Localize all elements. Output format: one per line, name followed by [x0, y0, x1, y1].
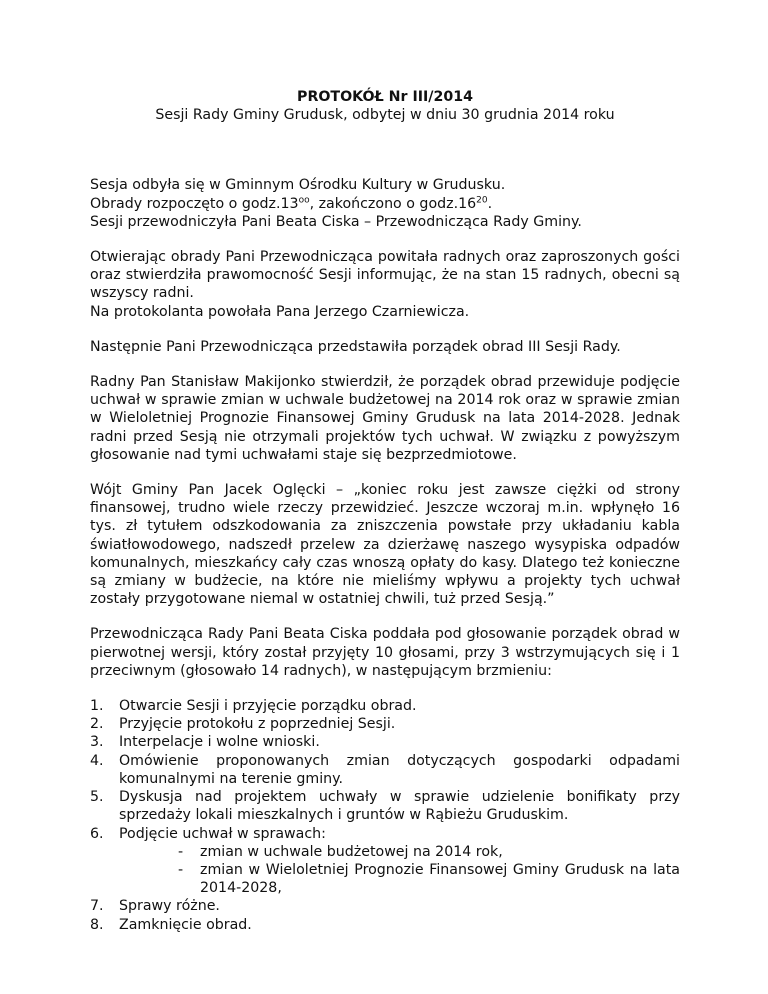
agenda-intro-paragraph: Następnie Pani Przewodnicząca przedstawiła porządek obrad III Sesji Rady.	[90, 338, 621, 355]
end-time-minutes: 20	[476, 194, 488, 205]
councillor-paragraph: Radny Pan Stanisław Makijonko stwierdził, że porządek obrad przewiduje podjęcie uchwał w sprawie zmian w uchwale budżetowej na 2014 rok oraz w sprawie zmian w Wieloletniej Prognozie Finansowej Gminy Grudusk na lata 2014-2028. Jednak radni przed Sesją nie otrzymali projektów tych uchwał. W związku z powyższym głosowanie nad tymi uchwałami staje się bezprzedmiotowe.	[90, 374, 680, 463]
times-period: .	[487, 195, 493, 212]
list-item-text: Dyskusja nad projektem uchwały w sprawie udzielenie bonifikaty przy sprzedaży lokali mieszkalnych i gruntów w Rąbieżu Gruduskim.	[119, 789, 680, 824]
list-item-number: 6.	[90, 825, 104, 842]
intro-line-times	[90, 195, 680, 213]
sub-list-item-text: zmian w Wieloletniej Prognozie Finansowej Gminy Grudusk na lata 2014-2028,	[200, 861, 680, 897]
document-title: PROTOKÓŁ Nr III/2014	[297, 89, 473, 105]
list-item-number: 7.	[90, 898, 104, 915]
list-item-number: 5.	[90, 789, 104, 806]
sub-list-item	[178, 843, 680, 861]
document-page	[90, 88, 680, 934]
list-item	[90, 715, 680, 733]
list-item-number: 1.	[90, 698, 104, 715]
dash-bullet: -	[178, 861, 184, 878]
list-item	[90, 733, 680, 751]
title-block	[90, 88, 680, 124]
list-item-number: 4.	[90, 752, 104, 769]
start-time-minutes: oo	[298, 194, 310, 205]
list-item	[90, 788, 680, 824]
sub-list-item-text: zmian w uchwale budżetowej na 2014 rok,	[200, 843, 503, 860]
start-time-text: Obrady rozpoczęto o godz.13	[90, 195, 299, 212]
list-item-number: 3.	[90, 734, 104, 751]
list-item	[90, 825, 680, 898]
list-item	[90, 752, 680, 788]
list-item-number: 2.	[90, 716, 104, 733]
dash-bullet: -	[178, 843, 184, 860]
intro-line-chair: Sesji przewodniczyła Pani Beata Ciska – Przewodnicząca Rady Gminy.	[90, 213, 582, 230]
vote-paragraph: Przewodnicząca Rady Pani Beata Ciska poddała pod głosowanie porządek obrad w pierwotnej wersji, który został przyjęty 10 głosami, przy 3 wstrzymujących się i 1 przeciwnym (głosowało 14 radnych), w następującym brzmieniu:	[90, 626, 680, 679]
opening-paragraph	[90, 248, 680, 321]
list-item-text: Sprawy różne.	[119, 898, 220, 915]
mayor-paragraph: Wójt Gminy Pan Jacek Oglęcki – „koniec roku jest zawsze ciężki od strony finansowej, trudno wiele rzeczy przewidzieć. Jeszcze wczoraj m.in. wpłynęło 16 tys. zł tytułem odszkodowania za zniszczenia powstałe przy układaniu kabla światłowodowego, nadszedł przelew za dzierżawę naszego wysypiska odpadów komunalnych, mieszkańcy cały czas wnoszą opłaty do kasy. Dlatego też konieczne są zmiany w budżecie, na które nie mieliśmy wpływu a projekty tych uchwał zostały przygotowane niemal w ostatniej chwili, tuż przed Sesją.”	[90, 482, 680, 608]
list-item-text: Przyjęcie protokołu z poprzedniej Sesji.	[119, 716, 396, 733]
document-subtitle: Sesji Rady Gminy Grudusk, odbytej w dniu 30 grudnia 2014 roku	[155, 107, 615, 124]
intro-line-venue: Sesja odbyła się w Gminnym Ośrodku Kultury w Grudusku.	[90, 177, 506, 194]
list-item-text: Omówienie proponowanych zmian dotyczących gospodarki odpadami komunalnymi na terenie gminy.	[119, 752, 680, 787]
intro-paragraph	[90, 176, 680, 231]
agenda-sublist	[119, 843, 680, 898]
sub-list-item	[178, 861, 680, 897]
list-item	[90, 697, 680, 715]
agenda-list	[90, 697, 680, 934]
secretary-text: Na protokolanta powołała Pana Jerzego Czarniewicza.	[90, 303, 470, 320]
list-item-text: Otwarcie Sesji i przyjęcie porządku obrad.	[119, 698, 417, 715]
opening-text: Otwierając obrady Pani Przewodnicząca powitała radnych oraz zaproszonych gości oraz stwierdziła prawomocność Sesji informując, że na stan 15 radnych, obecni są wszyscy radni.	[90, 249, 680, 302]
list-item-number: 8.	[90, 916, 104, 933]
end-time-text: , zakończono o godz.16	[309, 195, 477, 212]
list-item	[90, 916, 680, 934]
list-item-text: Podjęcie uchwał w sprawach:	[119, 825, 326, 842]
list-item-text: Interpelacje i wolne wnioski.	[119, 734, 320, 751]
list-item-text: Zamknięcie obrad.	[119, 916, 252, 933]
list-item	[90, 897, 680, 915]
